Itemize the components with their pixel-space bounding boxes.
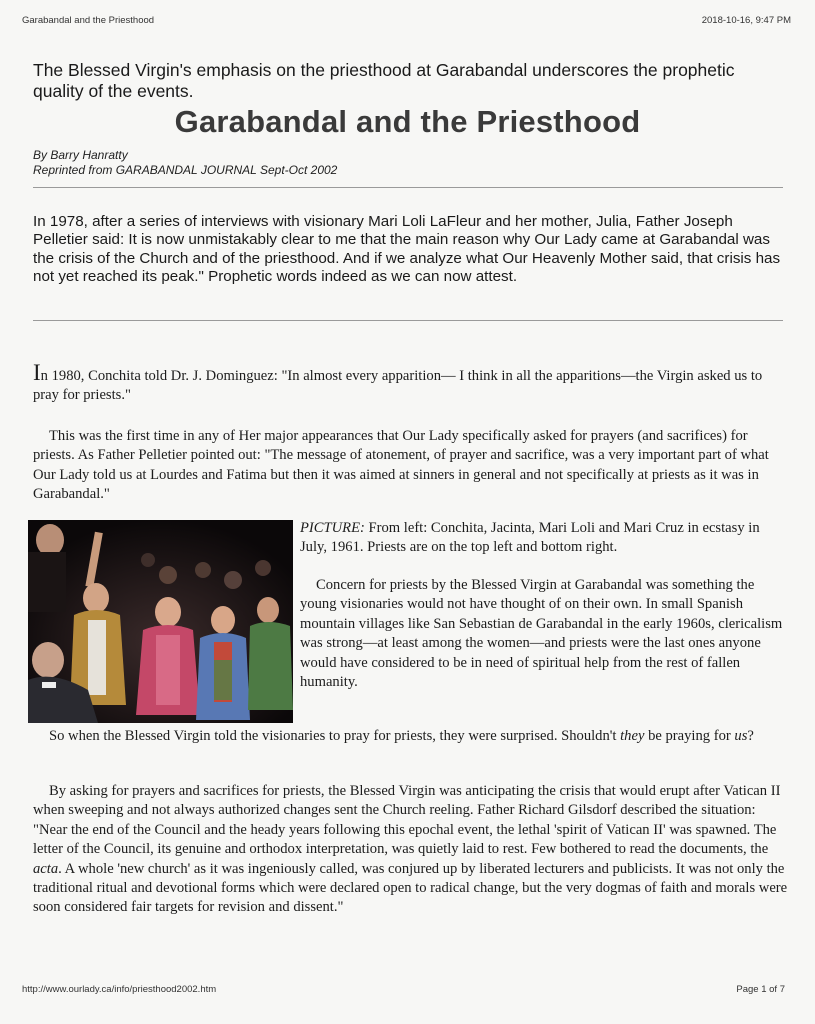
paragraph-4-text-a: So when the Blessed Virgin told the visionaries to pray for priests, they were surprised. Shouldn't bbox=[49, 728, 621, 744]
paragraph-5 bbox=[33, 782, 788, 918]
paragraph-4-emphasis-they: they bbox=[620, 728, 645, 744]
page-number: Page 1 of 7 bbox=[736, 984, 785, 995]
paragraph-5-text-a: By asking for prayers and sacrifices for priests, the Blessed Virgin was anticipating the crisis that would erupt after Vatican II when sweeping and not always authorized changes sent the Church reeling. Father Richard Gilsdorf described the situation: "Near the end of the Council and the heady years following this epochal event, the lethal 'spirit of Vatican II' was spawned. The letter of the Council, its genuine and orthodox interpretation, was quietly laid to rest. Few bothered to read the documents, the bbox=[33, 783, 781, 858]
visionaries-photo bbox=[28, 520, 293, 723]
paragraph-4-text-b: be praying for bbox=[644, 728, 735, 744]
paragraph-2: This was the first time in any of Her major appearances that Our Lady specifically asked for prayers (and sacrifices) for priests. As Father Pelletier pointed out: "The message of atonement, of prayer and sacrifice, was a very important part of what Our Lady told us at Lourdes and Fatima but then it was aimed at sinners in general and not specifically at priests as it was in Garabandal." bbox=[33, 428, 769, 503]
paragraph-1-text: n 1980, Conchita told Dr. J. Dominguez: "In almost every apparition— I think in all the apparitions—the Virgin asked us to pray for priests." bbox=[33, 368, 763, 404]
paragraph-3: Concern for priests by the Blessed Virgin at Garabandal was something the young visionaries would not have thought of on their own. In small Spanish mountain villages like San Sebastian de Garabandal in the early 1960s, clericalism was strong—at least among the women—and priests were the last ones anyone would have considered to be in need of spiritual help from the rest of fallen humanity. bbox=[300, 577, 783, 691]
divider-bottom bbox=[33, 320, 783, 321]
article-title: Garabandal and the Priesthood bbox=[174, 104, 641, 139]
reprint-note: Reprinted from GARABANDAL JOURNAL Sept-Oct 2002 bbox=[33, 163, 338, 177]
paragraph-5-text-b: . A whole 'new church' as it was ingeniously called, was conjured up by liberated lecturers and publicists. It was not only the traditional ritual and devotional forms which were declared open to radical change, but the very dogmas of faith and morals were soon considered fair targets for revision and dissent." bbox=[33, 860, 788, 916]
article-subtitle: The Blessed Virgin's emphasis on the priesthood at Garabandal underscores the prophetic quality of the events. bbox=[33, 60, 735, 101]
page-url: http://www.ourlady.ca/info/priesthood2002.htm bbox=[22, 984, 217, 995]
print-header-datetime: 2018-10-16, 9:47 PM bbox=[701, 15, 791, 26]
paragraph-5-emphasis-acta: acta bbox=[33, 860, 59, 877]
photo-illustration bbox=[28, 520, 293, 723]
author: By Barry Hanratty bbox=[33, 148, 128, 162]
paragraph-1 bbox=[33, 360, 783, 406]
paragraph-4-emphasis-us: us bbox=[734, 728, 748, 744]
paragraph-4 bbox=[33, 727, 788, 746]
print-header-title: Garabandal and the Priesthood bbox=[22, 15, 155, 26]
intro-paragraph: In 1978, after a series of interviews with visionary Mari Loli LaFleur and her mother, Julia, Father Joseph Pelletier said: It is now unmistakably clear to me that the main reason why Our Lady came at Garabandal was the crisis of the Church and of the priesthood. And if we analyze what Our Heavenly Mother said, that crisis has not yet reached its peak." Prophetic words indeed as we can now attest. bbox=[33, 213, 781, 286]
caption-label: PICTURE: bbox=[300, 520, 365, 536]
divider-top bbox=[33, 187, 783, 188]
byline bbox=[33, 148, 337, 178]
photo-caption bbox=[300, 519, 785, 558]
paragraph-4-text-c: ? bbox=[747, 728, 754, 744]
drop-cap: I bbox=[33, 360, 41, 385]
caption-text: From left: Conchita, Jacinta, Mari Loli and Mari Cruz in ecstasy in July, 1961. Priests are on the top left and bottom right. bbox=[300, 520, 760, 556]
